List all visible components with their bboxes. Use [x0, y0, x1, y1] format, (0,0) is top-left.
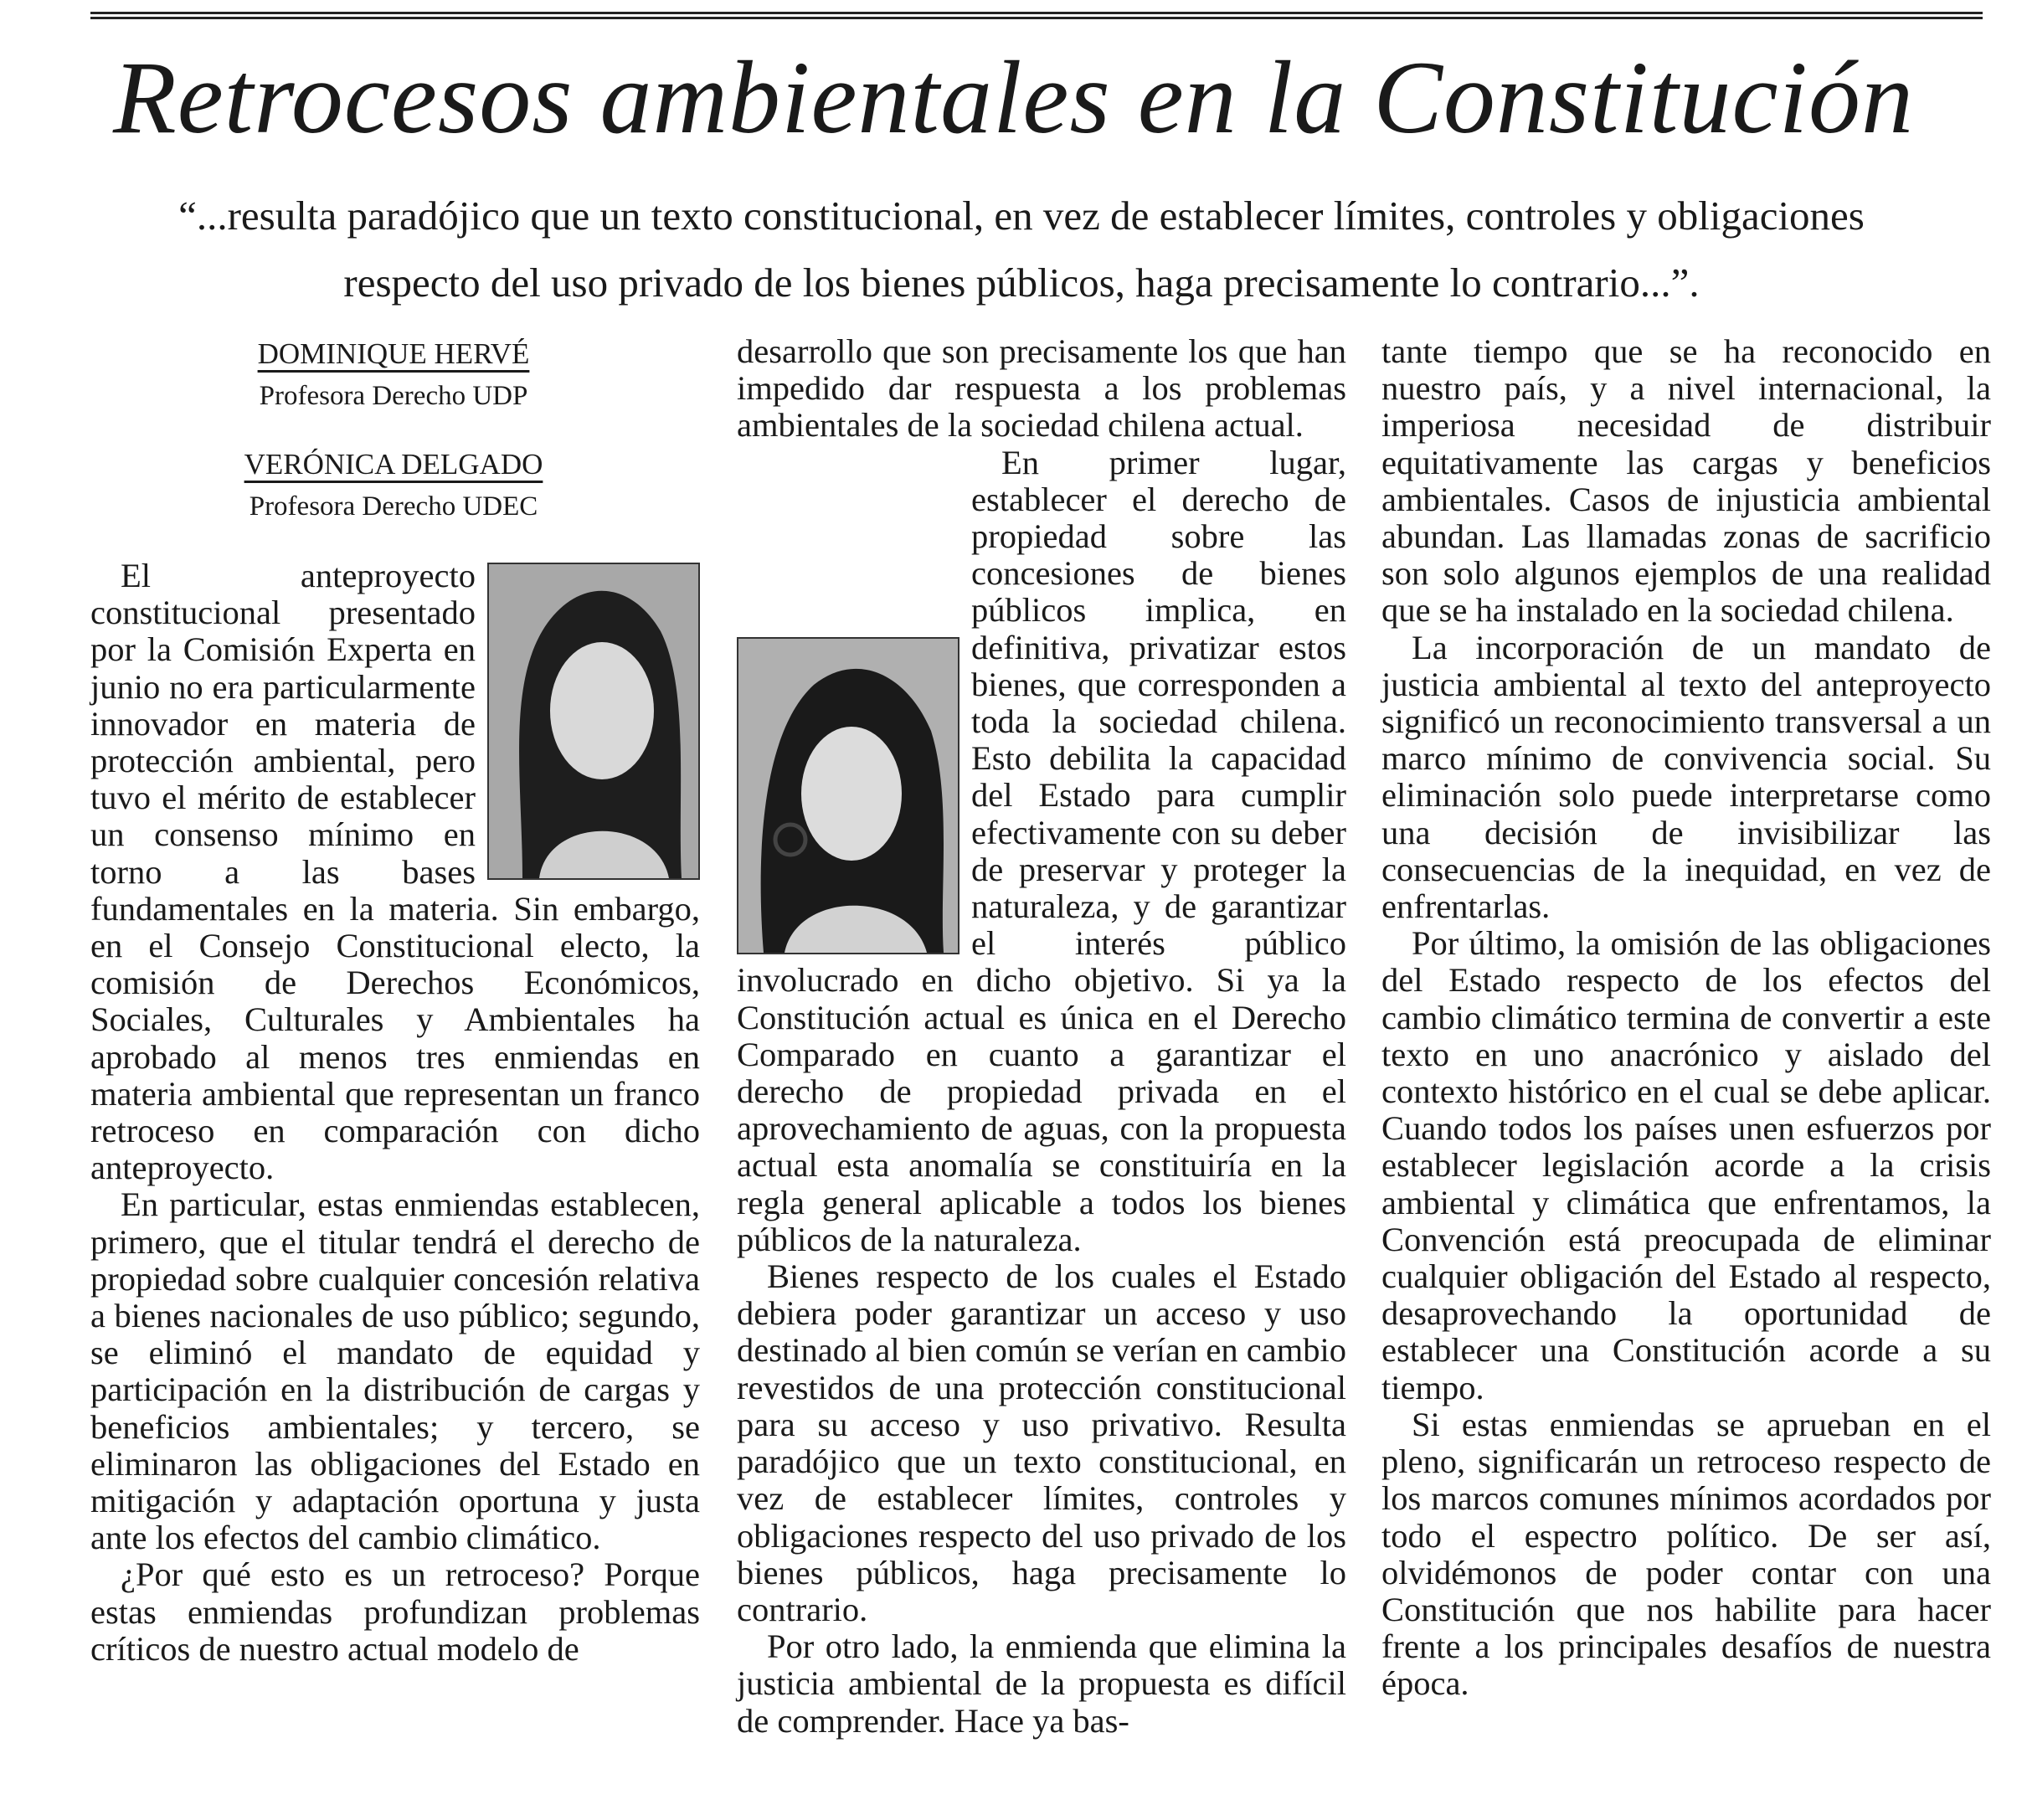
paragraph: Por otro lado, la enmienda que elimina la justicia ambiental de la propuesta es difícil de comprender. Hace ya bas- [737, 1627, 1346, 1740]
paragraph: La incorporación de un mandato de justicia ambiental al texto del anteproyecto significó un reconocimiento transversal a un marco mínimo de convivencia social. Su eliminación solo puede interpretarse como una decisión de invisibilizar las consecuencias de la inequidad, en vez de enfrentarlas. [1381, 628, 1991, 926]
article-column-1 [90, 558, 700, 1668]
paragraph-text: El anteproyecto constitucional presentado por la Comisión Experta en junio no era particularmente innovador en materia de protección ambiental, pero tuvo el mérito de establecer un consenso mínimo en torno a las bases fundamentales en la materia. Sin embargo, en el Consejo Constitucional electo, la comisión de Derechos Económicos, Sociales, Culturales y Ambientales ha aprobado al menos tres enmiendas en materia ambiental que representan un franco retroceso en comparación con dicho anteproyecto. [90, 557, 700, 1187]
paragraph: En particular, estas enmiendas establecen, primero, que el titular tendrá el derecho de propiedad sobre cualquier concesión relativa a bienes nacionales de uso público; segundo, se eliminó el mandato de equidad y participación en la distribución de cargas y beneficios ambientales; y tercero, se eliminaron las obligaciones del Estado en mitigación y adaptación oportuna y justa ante los efectos del cambio climático. [90, 1185, 700, 1557]
paragraph: Si estas enmiendas se aprueban en el pleno, significarán un retroceso respecto de los marcos comunes mínimos acordados por todo el espectro político. De ser así, olvidémonos de poder contar con una Constitución que nos habilite para hacer frente a los principales desafíos de nuestra época. [1381, 1405, 1991, 1703]
pull-quote: “...resulta paradójico que un texto constitucional, en vez de establecer límites, controles y obligaciones respecto del uso privado de los bienes públicos, haga precisamente lo contrario...”. [178, 193, 1865, 306]
header-rules [90, 12, 1983, 25]
article-column-3 [1381, 333, 1991, 1703]
paragraph: Por último, la omisión de las obligaciones del Estado respecto de los efectos del cambio climático termina de convertir a este texto en uno anacrónico y aislado del contexto histórico en el cual se debe aplicar. Cuando todos los países unen esfuerzos por establecer legislación acorde a la crisis ambiental y climática que enfrentamos, la Convención está preocupada de eliminar cualquier obligación del Estado al respecto, desaprovechando la oportunidad de establecer una Constitución acorde a su tiempo. [1381, 924, 1991, 1406]
portrait-placeholder-icon [738, 639, 958, 953]
paragraph: ¿Por qué esto es un retroceso? Porque estas enmiendas profundizan problemas críticos de nuestro actual modelo de [90, 1555, 700, 1668]
portrait-placeholder-icon [489, 564, 698, 878]
paragraph: tante tiempo que se ha reconocido en nuestro país, y a nivel internacional, la imperiosa necesidad de distribuir equitativamente las cargas y beneficios ambientales. Casos de injusticia ambiental abundan. Las llamadas zonas de sacrificio son solo algunos ejemplos de una realidad que se ha instalado en la sociedad chilena. [1381, 332, 1991, 630]
paragraph: desarrollo que son precisamente los que han impedido dar respuesta a los problemas ambientales de la sociedad chilena actual. [737, 332, 1346, 445]
article-title: Retrocesos ambientales en la Constitución [113, 40, 1914, 155]
paragraph: Bienes respecto de los cuales el Estado debiera poder garantizar un acceso y uso destinado al bien común se verían en cambio revestidos de una protección constitucional para su acceso y uso privativo. Resulta paradójico que un texto constitucional, en vez de establecer límites, controles y obligaciones respecto del uso privado de los bienes públicos, haga precisamente lo contrario. [737, 1257, 1346, 1628]
author-name: VERÓNICA DELGADO [244, 448, 543, 481]
author-byline-1 [184, 333, 603, 417]
author-name: DOMINIQUE HERVÉ [257, 337, 530, 370]
paragraph [737, 445, 1346, 1258]
author-role: Profesora Derecho UDEC [249, 491, 538, 522]
author-byline-2 [184, 444, 603, 527]
author-photo-delgado [737, 637, 959, 954]
paragraph [90, 558, 700, 1186]
author-photo-herve [487, 563, 700, 880]
paragraph-text: En primer lugar, establecer el derecho de propiedad sobre las concesiones de bienes públicos implica, en definitiva, privatizar estos bienes, que corresponden a toda la sociedad chilena. Esto debilita la capacidad del Estado para cumplir efectivamente con su deber de preservar y proteger la naturaleza, y de garantizar el interés público involucrado en dicho objetivo. Si ya la Constitución actual es única en el Derecho Comparado en cuanto a garantizar el derecho de propiedad privada en el aprovechamiento de aguas, con la propuesta actual esta anomalía se constituiría en la regla general aplicable a todos los bienes públicos de la naturaleza. [737, 443, 1346, 1258]
author-role: Profesora Derecho UDP [259, 381, 528, 411]
article-column-2 [737, 333, 1346, 1740]
